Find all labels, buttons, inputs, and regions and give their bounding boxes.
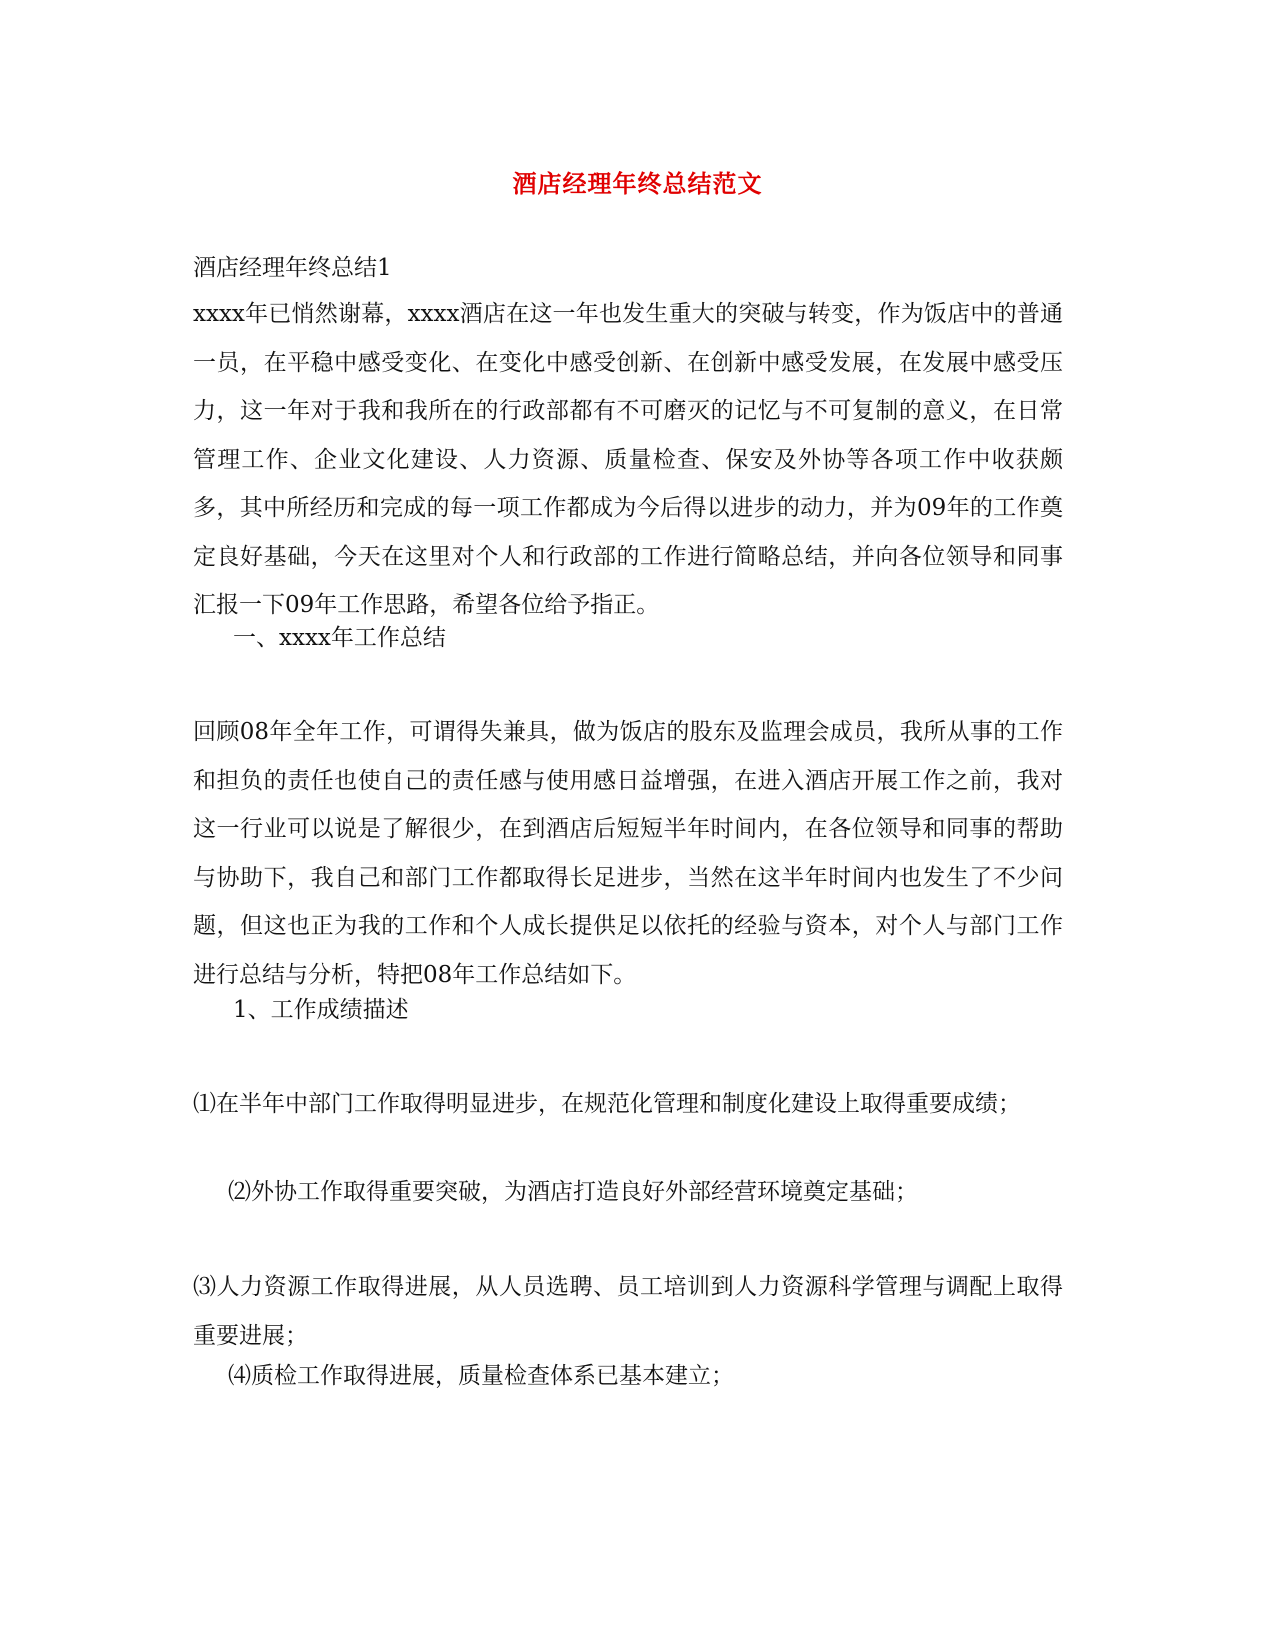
review-paragraph: 回顾08年全年工作，可谓得失兼具，做为饭店的股东及监理会成员，我所从事的工作和担负的责任也使自己的责任感与使用感日益增强，在进入酒店开展工作之前，我对这一行业可以说是了解很少，在到酒店后短短半年时间内，在各位领导和同事的帮助与协助下，我自己和部门工作都取得长足进步，当然在这半年时间内也发生了不少问题，但这也正为我的工作和个人成长提供足以依托的经验与资本，对个人与部门工作进行总结与分析，特把08年工作总结如下。	[193, 719, 1063, 988]
heading-year-summary: 一、xxxx年工作总结	[233, 625, 446, 651]
section-subtitle: 酒店经理年终总结1	[193, 255, 392, 281]
list-item: ⑶人力资源工作取得进展，从人员选聘、员工培训到人力资源科学管理与调配上取得重要进展；	[193, 1274, 1063, 1349]
document-title: 酒店经理年终总结范文	[512, 169, 763, 198]
intro-paragraph: xxxx年已悄然谢幕，xxxx酒店在这一年也发生重大的突破与转变，作为饭店中的普通一员，在平稳中感受变化、在变化中感受创新、在创新中感受发展，在发展中感受压力，这一年对于我和我所在的行政部都有不可磨灭的记忆与不可复制的意义，在日常管理工作、企业文化建设、人力资源、质量检查、保安及外协等各项工作中收获颇多，其中所经历和完成的每一项工作都成为今后得以进步的动力，并为09年的工作奠定良好基础，今天在这里对个人和行政部的工作进行简略总结，并向各位领导和同事汇报一下09年工作思路，希望各位给予指正。	[193, 301, 1063, 618]
list-item: ⑴在半年中部门工作取得明显进步，在规范化管理和制度化建设上取得重要成绩；	[193, 1091, 1021, 1117]
list-item: ⑵外协工作取得重要突破，为酒店打造良好外部经营环境奠定基础；	[228, 1179, 918, 1205]
list-item: ⑷质检工作取得进展，质量检查体系已基本建立；	[228, 1363, 734, 1389]
heading-achievements: 1、工作成绩描述	[233, 997, 409, 1023]
